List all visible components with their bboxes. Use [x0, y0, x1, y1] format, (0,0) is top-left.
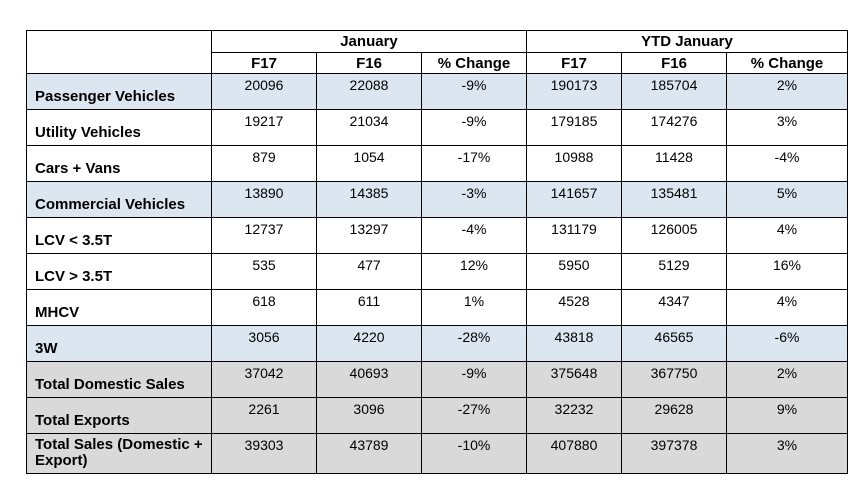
- table-cell: 4347: [622, 290, 727, 326]
- table-cell: 367750: [622, 362, 727, 398]
- table-row: [27, 146, 848, 182]
- table-cell: -4%: [727, 146, 848, 182]
- table-cell: 2261: [212, 398, 317, 434]
- table-cell: 174276: [622, 110, 727, 146]
- row-label: LCV < 3.5T: [27, 218, 212, 254]
- row-label: Passenger Vehicles: [27, 74, 212, 110]
- table-row: [27, 434, 848, 474]
- column-header: F16: [622, 53, 727, 74]
- table-row: [27, 218, 848, 254]
- table-cell: 3%: [727, 110, 848, 146]
- table-cell: 4528: [527, 290, 622, 326]
- column-header: F17: [527, 53, 622, 74]
- table-row: [27, 362, 848, 398]
- table-cell: 179185: [527, 110, 622, 146]
- table-cell: 3096: [317, 398, 422, 434]
- table-row: [27, 290, 848, 326]
- table-cell: 43789: [317, 434, 422, 474]
- table-cell: 43818: [527, 326, 622, 362]
- row-label: Commercial Vehicles: [27, 182, 212, 218]
- table-cell: 126005: [622, 218, 727, 254]
- table-cell: -17%: [422, 146, 527, 182]
- column-header: F16: [317, 53, 422, 74]
- row-label: LCV > 3.5T: [27, 254, 212, 290]
- row-label: Utility Vehicles: [27, 110, 212, 146]
- table-cell: 37042: [212, 362, 317, 398]
- group-header-january: January: [212, 31, 527, 53]
- column-header: % Change: [727, 53, 848, 74]
- table-row: [27, 398, 848, 434]
- table-cell: 4220: [317, 326, 422, 362]
- table-cell: 5%: [727, 182, 848, 218]
- table-cell: 1%: [422, 290, 527, 326]
- table-cell: 397378: [622, 434, 727, 474]
- table-row: [27, 326, 848, 362]
- table-cell: 19217: [212, 110, 317, 146]
- table-cell: 477: [317, 254, 422, 290]
- row-label: Total Sales (Domestic + Export): [27, 434, 212, 474]
- group-header-ytd: YTD January: [527, 31, 848, 53]
- table-cell: 131179: [527, 218, 622, 254]
- table-row: [27, 74, 848, 110]
- table-cell: -10%: [422, 434, 527, 474]
- table-cell: 4%: [727, 290, 848, 326]
- table-cell: 3056: [212, 326, 317, 362]
- table-cell: 5129: [622, 254, 727, 290]
- table-cell: -27%: [422, 398, 527, 434]
- table-cell: 46565: [622, 326, 727, 362]
- table-row: [27, 254, 848, 290]
- table-cell: -6%: [727, 326, 848, 362]
- table-cell: 20096: [212, 74, 317, 110]
- table-cell: 2%: [727, 74, 848, 110]
- table-cell: 1054: [317, 146, 422, 182]
- table-cell: 4%: [727, 218, 848, 254]
- row-label: 3W: [27, 326, 212, 362]
- table-cell: 535: [212, 254, 317, 290]
- table-cell: -28%: [422, 326, 527, 362]
- group-header-row: [27, 31, 848, 53]
- table-row: [27, 182, 848, 218]
- column-header: F17: [212, 53, 317, 74]
- table-cell: 12737: [212, 218, 317, 254]
- table-cell: 5950: [527, 254, 622, 290]
- table-cell: 190173: [527, 74, 622, 110]
- table-cell: 141657: [527, 182, 622, 218]
- corner-cell: [27, 31, 212, 74]
- column-header: % Change: [422, 53, 527, 74]
- table-cell: 10988: [527, 146, 622, 182]
- row-label: Total Exports: [27, 398, 212, 434]
- table-cell: 22088: [317, 74, 422, 110]
- table-cell: 407880: [527, 434, 622, 474]
- table-cell: 879: [212, 146, 317, 182]
- row-label: Cars + Vans: [27, 146, 212, 182]
- table-cell: -4%: [422, 218, 527, 254]
- table-cell: -3%: [422, 182, 527, 218]
- table-cell: 32232: [527, 398, 622, 434]
- table-cell: 611: [317, 290, 422, 326]
- table-cell: 9%: [727, 398, 848, 434]
- table-cell: 185704: [622, 74, 727, 110]
- table-cell: 13890: [212, 182, 317, 218]
- table-cell: 375648: [527, 362, 622, 398]
- table-cell: -9%: [422, 74, 527, 110]
- table-cell: 21034: [317, 110, 422, 146]
- table-cell: -9%: [422, 110, 527, 146]
- table-cell: 135481: [622, 182, 727, 218]
- table-cell: 11428: [622, 146, 727, 182]
- table-cell: 13297: [317, 218, 422, 254]
- table-cell: 618: [212, 290, 317, 326]
- table-cell: 40693: [317, 362, 422, 398]
- table-cell: 16%: [727, 254, 848, 290]
- table-cell: -9%: [422, 362, 527, 398]
- row-label: Total Domestic Sales: [27, 362, 212, 398]
- table-cell: 12%: [422, 254, 527, 290]
- table-row: [27, 110, 848, 146]
- table-cell: 2%: [727, 362, 848, 398]
- row-label: MHCV: [27, 290, 212, 326]
- table-cell: 29628: [622, 398, 727, 434]
- table-cell: 39303: [212, 434, 317, 474]
- table-cell: 3%: [727, 434, 848, 474]
- table-cell: 14385: [317, 182, 422, 218]
- sales-table: [26, 30, 848, 474]
